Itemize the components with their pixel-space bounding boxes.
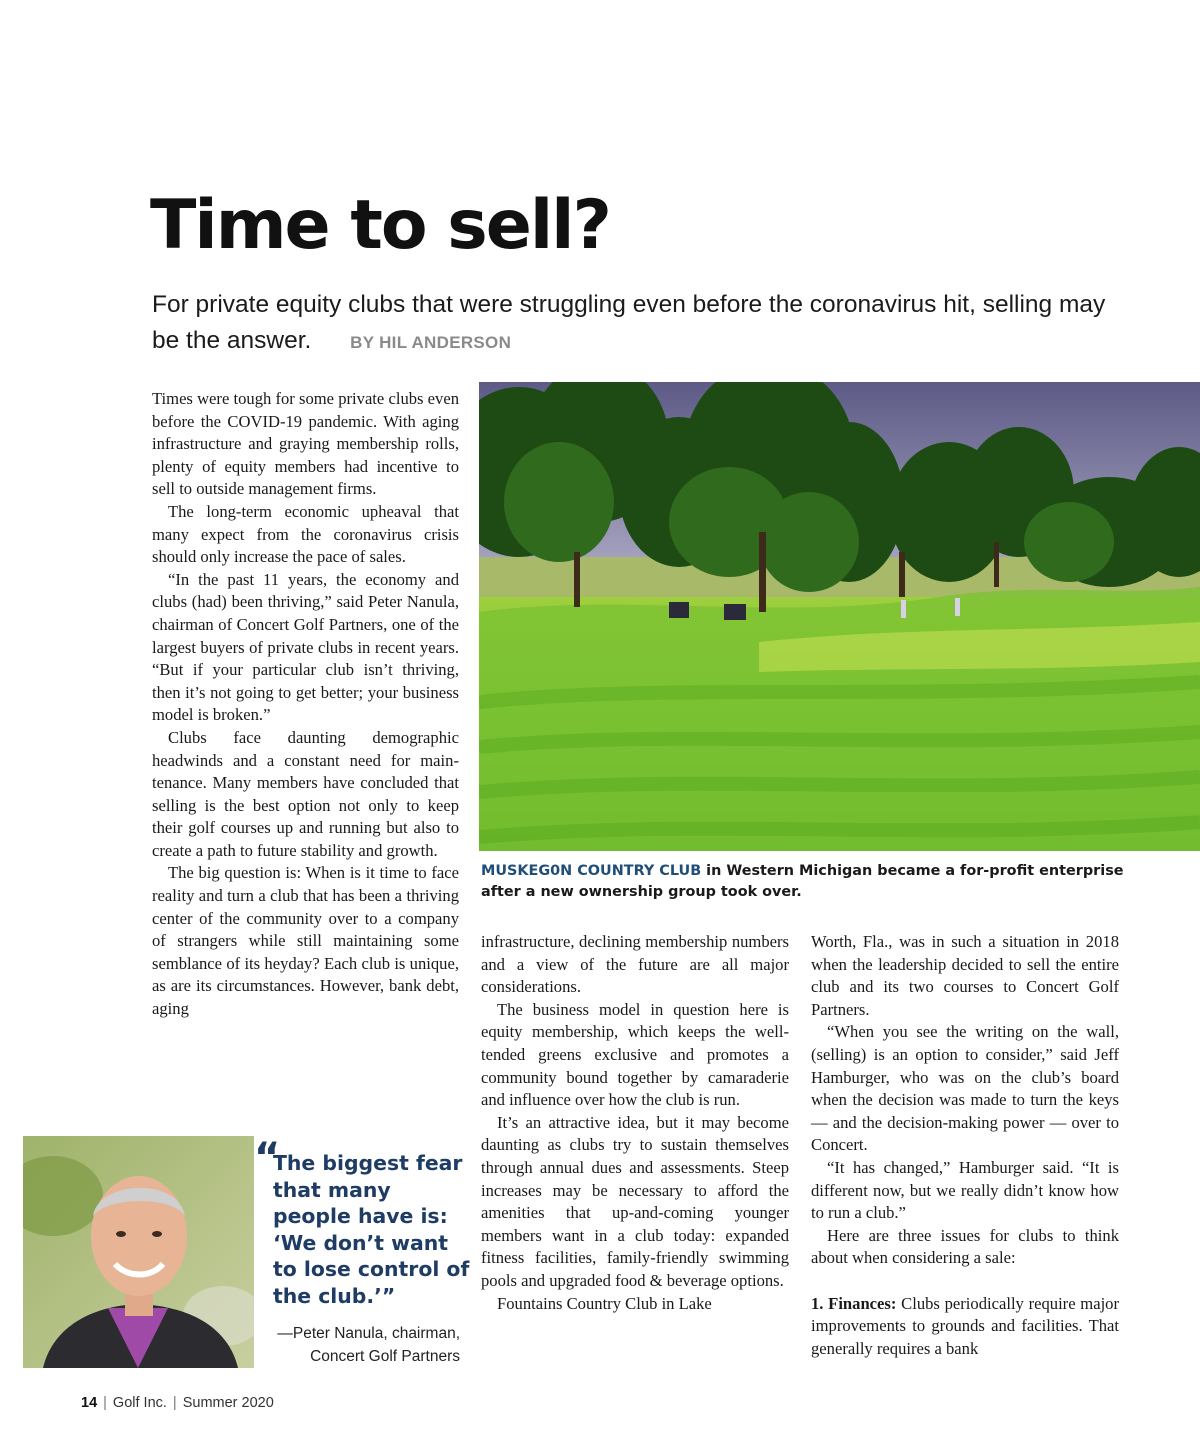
body-column-3 — [811, 931, 1119, 1360]
paragraph: Clubs face daunting demographic headwinds and a constant need for maintenance. Many members have concluded that selling is the best option not only to keep their golf courses up and running but also to create a path to future stability and growth. — [152, 727, 459, 860]
peter-nanula-portrait — [23, 1136, 254, 1368]
finances-lead: 1. Finances: — [811, 1293, 897, 1313]
publication-name: Golf Inc. — [112, 1395, 167, 1411]
finances-paragraph — [811, 1293, 1119, 1361]
portrait-image — [23, 1136, 254, 1368]
caption-club-name: MUSKEG0N COUNTRY CLUB — [481, 863, 702, 879]
open-quote-mark: “ — [254, 1135, 281, 1181]
golf-course-image — [479, 382, 1200, 851]
finances-text: Clubs periodically require major improvements to grounds and facilities. That generally requires a bank — [811, 1293, 1120, 1358]
paragraph: “In the past 11 years, the economy and clubs (had) been thriving,” said Peter Nanula, chairman of Concert Golf Partners, one of the largest buyers of private clubs in recent years. “But if your particular club isn’t thriving, then it’s not going to get better; your business model is broken.” — [152, 569, 459, 725]
paragraph: Times were tough for some private clubs even before the COVID-19 pandemic. With aging infrastructure and graying membership rolls, plenty of equity members had incentive to sell to outside management firms. — [152, 389, 459, 499]
deck-text: For private equity clubs that were struggling even before the coronavirus hit, selling may be the answer. — [152, 291, 1106, 354]
page-footer: 14 | Golf Inc. | Summer 2020 — [81, 1395, 274, 1411]
golf-course-photo — [479, 382, 1200, 851]
photo-caption — [481, 861, 1141, 902]
paragraph: Fountains Country Club in Lake — [497, 1293, 712, 1313]
pull-quote: The biggest fear that many people have is: ‘We don’t want to lose control of the club.’” — [273, 1151, 470, 1308]
paragraph: The business model in question here is equity membership, which keeps the well-tended greens exclusive and promotes a community bound together by camaraderie and influence over how the club is run. — [481, 999, 789, 1110]
page-number: 14 — [81, 1395, 98, 1411]
byline: BY HIL ANDERSON — [350, 333, 512, 352]
article-deck — [152, 287, 1112, 361]
pull-quote-attribution — [258, 1323, 460, 1368]
caption-text: in Western Michigan became a for-profit enterprise after a new ownership group took over. — [481, 863, 1124, 900]
article-title: Time to sell? — [150, 186, 610, 265]
paragraph: “When you see the writing on the wall, (selling) is an option to consider,” said Jeff Hamburger, who was on the club’s board when the decision was made to turn the keys — and the decision-making power — over to Concert. — [811, 1022, 1119, 1155]
paragraph: Worth, Fla., was in such a situation in 2018 when the leadership decided to sell the entire club and its two courses to Concert Golf Partners. — [811, 932, 1119, 1019]
paragraph: It’s an attractive idea, but it may become daunting as clubs try to sustain themselves through annual dues and assessments. Steep increases may be necessary to afford the amenities that up-and-coming younger members want in a club today: expanded fitness facilities, family-friendly swimming pools and upgraded food & beverage options. — [481, 1112, 789, 1290]
paragraph: “It has changed,” Hamburger said. “It is different now, but we really didn’t know how to run a club.” — [811, 1157, 1119, 1223]
body-column-1 — [152, 388, 459, 1021]
paragraph: The long-term economic upheaval that many expect from the coronavirus crisis should only increase the pace of sales. — [152, 501, 459, 567]
paragraph: The big question is: When is it time to face reality and turn a club that has been a thriving center of the community over to a company of strangers while still maintaining some semblance of its heyday? Each club is unique, as are its circumstances. However, bank debt, aging — [152, 863, 459, 1019]
paragraph: Here are three issues for clubs to think about when considering a sale: — [811, 1225, 1119, 1268]
attribution-line-2: Concert Golf Partners — [310, 1347, 460, 1365]
attribution-line-1: —Peter Nanula, chairman, — [277, 1325, 460, 1342]
issue-date: Summer 2020 — [182, 1395, 274, 1411]
paragraph: infrastructure, declining membership numbers and a view of the future are all major considerations. — [481, 932, 789, 997]
body-column-2 — [481, 931, 789, 1315]
